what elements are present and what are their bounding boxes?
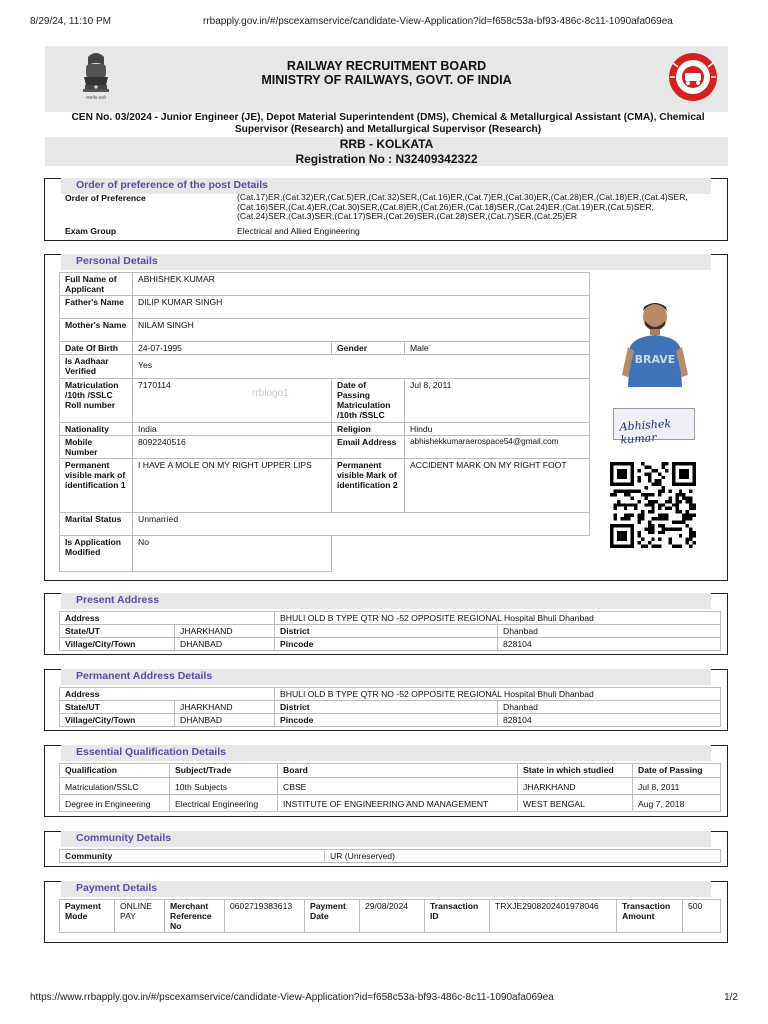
community-header <box>61 831 711 847</box>
preference-section-title: Order of preference of the post Details <box>76 179 268 191</box>
state-header: State in which studied <box>518 764 633 778</box>
board-title <box>45 59 728 87</box>
rrb-name: RRB - KOLKATA <box>339 137 434 151</box>
board-title-line1: RAILWAY RECRUITMENT BOARD <box>286 59 487 73</box>
present-address-section <box>44 593 728 655</box>
payment-table <box>59 899 721 933</box>
empty-cell <box>332 536 590 572</box>
date-cell: Jul 8, 2011 <box>633 778 721 795</box>
present-district-value: Dhanbad <box>498 625 721 638</box>
payment-mode-value: ONLINE PAY <box>115 900 165 933</box>
merchant-ref-value: 0602719383613 <box>225 900 305 933</box>
qr-code <box>607 462 699 548</box>
community-section <box>44 831 728 867</box>
permanent-district-label: District <box>275 701 498 714</box>
dob-label: Date Of Birth <box>60 342 133 355</box>
preference-section <box>44 178 728 241</box>
nationality-value: India <box>133 423 332 436</box>
header-banner <box>45 46 728 112</box>
present-pincode-label: Pincode <box>275 638 498 651</box>
qualification-section <box>44 745 728 817</box>
religion-value: Hindu <box>405 423 590 436</box>
full-name-value: ABHISHEK KUMAR <box>133 273 590 296</box>
qual-cell: Degree in Engineering <box>60 795 170 812</box>
emblem-caption: सत्यमेव जयते <box>86 95 106 100</box>
subject-cell: 10th Subjects <box>170 778 278 795</box>
permanent-district-value: Dhanbad <box>498 701 721 714</box>
svg-text:BRAVE: BRAVE <box>634 353 676 366</box>
community-title: Community Details <box>76 832 172 844</box>
preference-table <box>60 192 700 237</box>
mother-name-label: Mother's Name <box>60 319 133 342</box>
permanent-village-value: DHANBAD <box>175 714 275 727</box>
qualification-header <box>61 745 711 761</box>
dob-value: 24-07-1995 <box>133 342 332 355</box>
table-row <box>60 795 721 812</box>
nationality-label: Nationality <box>60 423 133 436</box>
board-header: Board <box>278 764 518 778</box>
community-label: Community <box>60 850 325 863</box>
qual-cell: Matriculation/SSLC <box>60 778 170 795</box>
board-cell: CBSE <box>278 778 518 795</box>
payment-title: Payment Details <box>76 882 158 894</box>
present-state-value: JHARKHAND <box>175 625 275 638</box>
permanent-address-title: Permanent Address Details <box>76 670 213 682</box>
present-address-value: BHULI OLD B TYPE QTR NO -52 OPPOSITE REGIONAL Hospital Bhuli Dhanbad <box>275 612 721 625</box>
modified-label: Is Application Modified <box>60 536 133 572</box>
present-address-title: Present Address <box>76 594 160 606</box>
merchant-ref-label: Merchant Reference No <box>165 900 225 933</box>
qualification-table <box>59 763 721 812</box>
qualification-title: Essential Qualification Details <box>76 746 226 758</box>
print-url: rrbapply.gov.in/#/pscexamservice/candidate-View-Application?id=f658c53a-bf93-486c-8c11-1090afa069ea <box>203 16 673 27</box>
email-label: Email Address <box>332 436 405 459</box>
print-datetime: 8/29/24, 11:10 PM <box>30 16 111 27</box>
cen-notice: CEN No. 03/2024 - Junior Engineer (JE), Depot Material Superintendent (DMS), Chemical & Metallurgical Assistant (CMA), Chemical Supervisor (Research) and Metallurgical Supervisor (Research) <box>71 112 705 135</box>
signature-text: Abhishek kumar <box>619 417 672 447</box>
aadhaar-label: Is Aadhaar Verified <box>60 355 133 379</box>
permanent-pincode-label: Pincode <box>275 714 498 727</box>
subject-cell: Electrical Engineering <box>170 795 278 812</box>
transaction-amount-label: Transaction Amount <box>617 900 683 933</box>
marital-value: Unmarried <box>133 513 590 536</box>
present-village-label: Village/City/Town <box>60 638 175 651</box>
permanent-address-header <box>61 669 711 685</box>
registration-number: Registration No : N32409342322 <box>295 151 478 166</box>
board-title-line2: MINISTRY OF RAILWAYS, GOVT. OF INDIA <box>261 73 512 87</box>
personal-table <box>59 272 590 572</box>
order-value: (Cat.17)ER,(Cat.32)ER,(Cat.5)ER,(Cat.32)SER,(Cat.16)ER,(Cat.7)ER,(Cat.30)ER,(Cat.28)ER,(Cat.18)ER,(Cat.4)SER,(Cat.16)SER,(Cat.4)ER,(Cat.30)SER,(Cat.8)ER,(Cat.26)ER,(Cat.18)SER,(Cat.24)ER,(Cat.19)ER,(Cat.5)SER,(Cat.24)SER,(Cat.3)SER,(Cat.17)SER,(Cat.26)SER,(Cat.28)SER,(Cat.7)SER,(Cat.25)ER <box>237 192 688 222</box>
aadhaar-value: Yes <box>133 355 590 379</box>
date-header: Date of Passing <box>633 764 721 778</box>
mobile-label: Mobile Number <box>60 436 133 459</box>
matric-date-value: Jul 8, 2011 <box>405 379 590 423</box>
state-cell: JHARKHAND <box>518 778 633 795</box>
matric-date-label: Date of Passing Matriculation /10th /SSLC <box>332 379 405 423</box>
permanent-state-label: State/UT <box>60 701 175 714</box>
indian-railways-logo-icon <box>664 51 722 103</box>
gender-label: Gender <box>332 342 405 355</box>
modified-value: No <box>133 536 332 572</box>
matric-roll-value: 7170114 <box>133 379 332 423</box>
payment-section <box>44 881 728 943</box>
father-name-label: Father's Name <box>60 296 133 319</box>
gender-value: Male <box>405 342 590 355</box>
present-state-label: State/UT <box>60 625 175 638</box>
transaction-id-label: Transaction ID <box>425 900 490 933</box>
permanent-address-table <box>59 687 721 727</box>
email-value: abhishekkumaraerospace54@gmail.com <box>405 436 590 459</box>
matric-roll-label: Matriculation /10th /SSLC Roll number <box>60 379 133 423</box>
date-cell: Aug 7, 2018 <box>633 795 721 812</box>
father-name-value: DILIP KUMAR SINGH <box>133 296 590 319</box>
state-cell: WEST BENGAL <box>518 795 633 812</box>
present-address-label: Address <box>60 612 275 625</box>
watermark: rrblogo1 <box>252 388 289 399</box>
applicant-signature <box>613 408 695 447</box>
payment-header <box>61 881 711 897</box>
present-village-value: DHANBAD <box>175 638 275 651</box>
payment-date-label: Payment Date <box>305 900 360 933</box>
mother-name-value: NILAM SINGH <box>133 319 590 342</box>
print-footer-url: https://www.rrbapply.gov.in/#/pscexamservice/candidate-View-Application?id=f658c53a-bf93-486c-8c11-1090afa069ea <box>30 992 554 1003</box>
personal-section-header <box>61 254 711 270</box>
present-address-table <box>59 611 721 651</box>
mobile-value: 8092240516 <box>133 436 332 459</box>
rrb-registration-box <box>45 137 728 166</box>
mark1-label: Permanent visible mark of identification 1 <box>60 459 133 513</box>
mark2-label: Permanent visible Mark of identification 2 <box>332 459 405 513</box>
payment-date-value: 29/08/2024 <box>360 900 425 933</box>
payment-mode-label: Payment Mode <box>60 900 115 933</box>
present-pincode-value: 828104 <box>498 638 721 651</box>
marital-label: Marital Status <box>60 513 133 536</box>
order-label: Order of Preference <box>65 193 146 203</box>
board-cell: INSTITUTE OF ENGINEERING AND MANAGEMENT <box>278 795 518 812</box>
full-name-label: Full Name of Applicant <box>60 273 133 296</box>
community-value: UR (Unreserved) <box>325 850 721 863</box>
exam-group-value: Electrical and Allied Engineering <box>237 225 360 236</box>
subject-header: Subject/Trade <box>170 764 278 778</box>
personal-section-title: Personal Details <box>76 255 158 267</box>
religion-label: Religion <box>332 423 405 436</box>
permanent-state-value: JHARKHAND <box>175 701 275 714</box>
print-header <box>30 16 738 30</box>
mark1-value: I HAVE A MOLE ON MY RIGHT UPPER LIPS <box>133 459 332 513</box>
print-footer <box>30 992 738 1006</box>
permanent-address-value: BHULI OLD B TYPE QTR NO -52 OPPOSITE REGIONAL Hospital Bhuli Dhanbad <box>275 688 721 701</box>
permanent-address-section <box>44 669 728 731</box>
permanent-village-label: Village/City/Town <box>60 714 175 727</box>
transaction-id-value: TRXJE2908202401978046 <box>490 900 617 933</box>
mark2-value: ACCIDENT MARK ON MY RIGHT FOOT <box>405 459 590 513</box>
table-row <box>60 778 721 795</box>
qual-header: Qualification <box>60 764 170 778</box>
transaction-amount-value: 500 <box>683 900 721 933</box>
present-district-label: District <box>275 625 498 638</box>
page-number: 1/2 <box>724 992 738 1003</box>
applicant-photo <box>614 295 696 387</box>
exam-group-label: Exam Group <box>65 225 117 236</box>
permanent-address-label: Address <box>60 688 275 701</box>
present-address-header <box>61 593 711 609</box>
permanent-pincode-value: 828104 <box>498 714 721 727</box>
community-table <box>59 849 721 863</box>
